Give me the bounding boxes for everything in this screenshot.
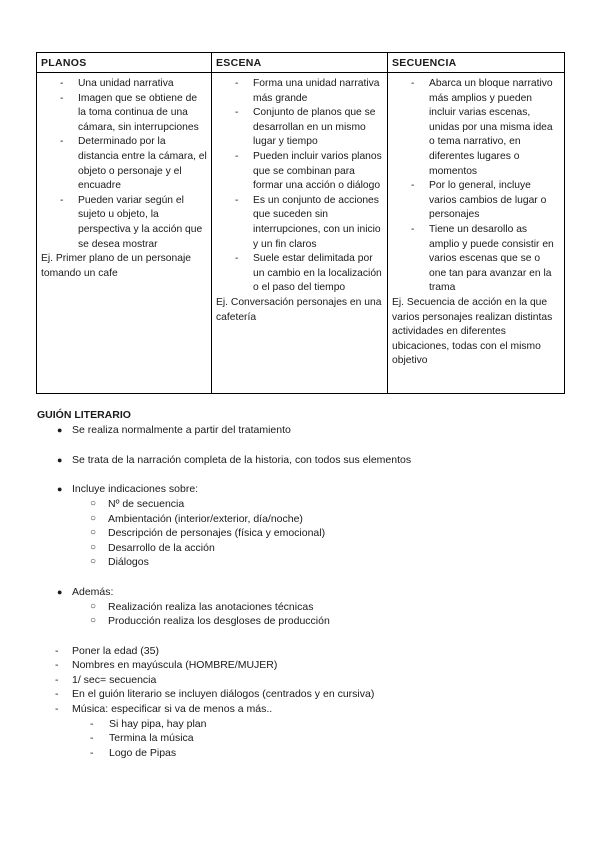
list-item: - Determinado por la distancia entre la cámara, el objeto o personaje y el encuadre xyxy=(41,135,207,193)
list-item: - Abarca un bloque narrativo más amplios y pueden incluir varias escenas, unidas por una misma idea o tema narrativo, en diferentes lugares o momentos xyxy=(392,77,560,179)
dash-marker: - xyxy=(90,718,94,730)
list-item: - Imagen que se obtiene de la toma continua de una cámara, sin interrupciones xyxy=(41,92,207,136)
list-item: - Por lo general, incluye varios cambios de lugar o personajes xyxy=(392,179,560,223)
planos-cell xyxy=(37,73,212,393)
list-item: - Suele estar delimitada por un cambio en la localización o el paso del tiempo xyxy=(216,252,383,296)
list-item: ○ Diálogos xyxy=(90,556,149,568)
list-item: - Termina la música xyxy=(90,732,194,744)
list-item: - Tiene un desarollo as amplio y puede consistir en varios escenas que se o one tan para avanzar en la trama xyxy=(392,223,560,296)
escena-cell xyxy=(212,73,388,393)
circle-bullet-icon: ○ xyxy=(90,513,97,524)
list-item: - Una unidad narrativa xyxy=(41,77,207,92)
list-item: - Forma una unidad narrativa más grande xyxy=(216,77,383,106)
list-item: ○ Desarrollo de la acción xyxy=(90,542,215,554)
list-item: - En el guión literario se incluyen diálogos (centrados y en cursiva) xyxy=(55,688,375,700)
dash-marker: - xyxy=(55,688,59,700)
circle-bullet-icon: ○ xyxy=(90,498,97,509)
list-item: - Logo de Pipas xyxy=(90,747,177,759)
escena-example: Ej. Conversación personajes en una cafetería xyxy=(216,296,382,323)
list-item: - Poner la edad (35) xyxy=(55,645,159,657)
list-item: - Si hay pipa, hay plan xyxy=(90,718,207,730)
list-item: - 1/ sec= secuencia xyxy=(55,674,157,686)
section-title: GUIÓN LITERARIO xyxy=(37,409,131,421)
bullet-icon: ● xyxy=(57,455,63,465)
dash-marker: - xyxy=(55,703,59,715)
list-item: ○ Descripción de personajes (física y emocional) xyxy=(90,527,326,539)
header-secuencia: SECUENCIA xyxy=(388,53,564,73)
list-item: ○ Ambientación (interior/exterior, día/noche) xyxy=(90,513,303,525)
list-item: ● Además: xyxy=(57,586,114,598)
planos-example: Ej. Primer plano de un personaje tomando un cafe xyxy=(41,253,191,279)
list-item: - Pueden incluir varios planos que se combinan para formar una acción o diálogo xyxy=(216,150,383,194)
list-item: - Es un conjunto de acciones que suceden sin interrupciones, con un inicio y un fin claros xyxy=(216,194,383,252)
secuencia-example: Ej. Secuencia de acción en la que varios personajes realizan distintas actividades en diferentes ubicaciones, todas con el mismo objetivo xyxy=(392,296,553,367)
bullet-icon: ● xyxy=(57,484,63,494)
bullet-icon: ● xyxy=(57,587,63,597)
dash-marker: - xyxy=(55,674,59,686)
header-escena: ESCENA xyxy=(212,53,388,73)
list-item: ● Se realiza normalmente a partir del tratamiento xyxy=(57,424,291,436)
circle-bullet-icon: ○ xyxy=(90,542,97,553)
list-item: - Música: especificar si va de menos a más.. xyxy=(55,703,273,715)
circle-bullet-icon: ○ xyxy=(90,527,97,538)
dash-marker: - xyxy=(55,645,59,657)
dash-marker: - xyxy=(90,747,94,759)
secuencia-cell xyxy=(388,73,564,393)
list-item: ● Se trata de la narración completa de la historia, con todos sus elementos xyxy=(57,454,412,466)
list-item: ○ Nº de secuencia xyxy=(90,498,185,510)
comparison-table xyxy=(36,52,565,394)
circle-bullet-icon: ○ xyxy=(90,601,97,612)
dash-marker: - xyxy=(90,732,94,744)
list-item: - Conjunto de planos que se desarrollan en un mismo lugar y tiempo xyxy=(216,106,383,150)
list-item: - Nombres en mayúscula (HOMBRE/MUJER) xyxy=(55,659,278,671)
list-item: ● Incluye indicaciones sobre: xyxy=(57,483,199,495)
circle-bullet-icon: ○ xyxy=(90,615,97,626)
header-planos: PLANOS xyxy=(37,53,212,73)
list-item: - Pueden variar según el sujeto u objeto, la perspectiva y la acción que se desea mostrar xyxy=(41,194,207,252)
list-item: ○ Realización realiza las anotaciones técnicas xyxy=(90,601,314,613)
dash-marker: - xyxy=(55,659,59,671)
bullet-icon: ● xyxy=(57,425,63,435)
circle-bullet-icon: ○ xyxy=(90,556,97,567)
list-item: ○ Producción realiza los desgloses de producción xyxy=(90,615,330,627)
